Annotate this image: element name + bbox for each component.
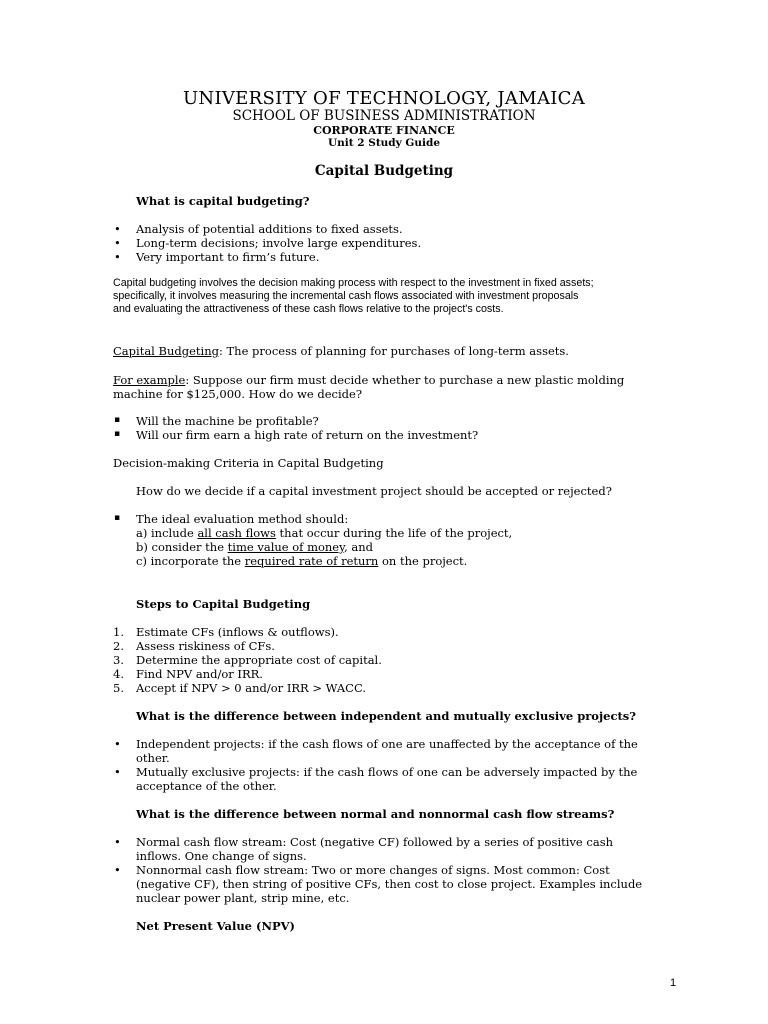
criteria-c-underlined: required rate of return [244,554,379,568]
example-line-2: machine for $125,000. How do we decide? [113,387,362,401]
criteria-item-b [136,540,373,554]
criteria-a-suffix: that occur during the life of the project, [275,526,513,540]
bullet-icon: • [114,236,121,250]
example-text: : Suppose our firm must decide whether to purchase a new plastic molding [185,373,625,387]
q1-paragraph-line-3: and evaluating the attractiveness of these cash flows relative to the project's costs. [113,303,504,315]
university-title: UNIVERSITY OF TECHNOLOGY, JAMAICA [182,88,586,109]
criteria-b-prefix: b) consider the [136,540,228,554]
criteria-c-prefix: c) incorporate the [136,554,245,568]
bullet-icon: • [114,863,121,877]
q3-heading: What is the difference between normal and nonnormal cash flow streams? [136,807,615,821]
definition-term: Capital Budgeting [113,344,219,358]
criteria-item-c [136,554,467,568]
step-item-1: Estimate CFs (inflows & outflows). [136,625,339,639]
q3-bullet-2-line-1: Nonnormal cash flow stream: Two or more changes of signs. Most common: Cost [136,863,610,877]
criteria-question: How do we decide if a capital investment project should be accepted or rejected? [136,484,612,498]
step-number: 5. [113,681,124,695]
step-number: 4. [113,667,124,681]
criteria-a-prefix: a) include [136,526,198,540]
step-item-4: Find NPV and/or IRR. [136,667,263,681]
criteria-heading: Decision-making Criteria in Capital Budgeting [113,456,384,470]
q1-bullet-3: Very important to firm’s future. [136,250,320,264]
school-title: SCHOOL OF BUSINESS ADMINISTRATION [232,108,536,124]
q2-bullet-2-line-2: acceptance of the other. [136,779,277,793]
step-item-2: Assess riskiness of CFs. [136,639,275,653]
steps-heading: Steps to Capital Budgeting [136,597,311,611]
example-line-1 [113,373,624,387]
q2-bullet-1-line-1: Independent projects: if the cash flows of one are unaffected by the acceptance of the [136,737,638,751]
q2-bullet-2-line-1: Mutually exclusive projects: if the cash flows of one can be adversely impacted by the [136,765,638,779]
step-item-5: Accept if NPV > 0 and/or IRR > WACC. [136,681,367,695]
example-label: For example [113,373,186,387]
q3-bullet-1-line-2: inflows. One change of signs. [136,849,307,863]
criteria-b-suffix: , and [344,540,374,554]
square-bullet-icon: ▪ [114,429,121,439]
criteria-b-underlined: time value of money [227,540,345,554]
bullet-icon: • [114,765,121,779]
step-item-3: Determine the appropriate cost of capital. [136,653,382,667]
square-bullet-icon: ▪ [114,513,121,523]
square-bullet-icon: ▪ [114,415,121,425]
bullet-icon: • [114,250,121,264]
q3-bullet-1-line-1: Normal cash flow stream: Cost (negative CF) followed by a series of positive cash [136,835,614,849]
course-title: CORPORATE FINANCE [313,124,455,137]
q1-paragraph-line-1: Capital budgeting involves the decision making process with respect to the investment in fixed assets; [113,277,594,289]
q1-bullet-2: Long-term decisions; involve large expenditures. [136,236,422,250]
step-number: 3. [113,653,124,667]
guide-title: Unit 2 Study Guide [327,137,441,149]
criteria-item-a [136,526,512,540]
q3-bullet-2-line-3: nuclear power plant, strip mine, etc. [136,891,350,905]
criteria-c-suffix: on the project. [378,554,468,568]
page-number: 1 [670,977,677,989]
q3-bullet-2-line-2: (negative CF), then string of positive CFs, then cost to close project. Examples include [136,877,643,891]
q2-heading: What is the difference between independent and mutually exclusive projects? [136,709,636,723]
criteria-method-intro: The ideal evaluation method should: [136,512,349,526]
step-number: 1. [113,625,124,639]
npv-heading: Net Present Value (NPV) [136,919,295,933]
q1-paragraph-line-2: specifically, it involves measuring the incremental cash flows associated with investment proposals [113,290,579,302]
step-number: 2. [113,639,124,653]
example-bullet-2: Will our firm earn a high rate of return on the investment? [136,428,479,442]
q1-heading: What is capital budgeting? [136,194,310,208]
definition-line [113,344,569,358]
q1-bullet-1: Analysis of potential additions to fixed assets. [136,222,403,236]
topic-title: Capital Budgeting [314,163,454,179]
definition-text: : The process of planning for purchases of long-term assets. [218,344,569,358]
bullet-icon: • [114,835,121,849]
q2-bullet-1-line-2: other. [136,751,170,765]
bullet-icon: • [114,222,121,236]
example-bullet-1: Will the machine be profitable? [136,414,319,428]
criteria-a-underlined: all cash flows [197,526,276,540]
bullet-icon: • [114,737,121,751]
